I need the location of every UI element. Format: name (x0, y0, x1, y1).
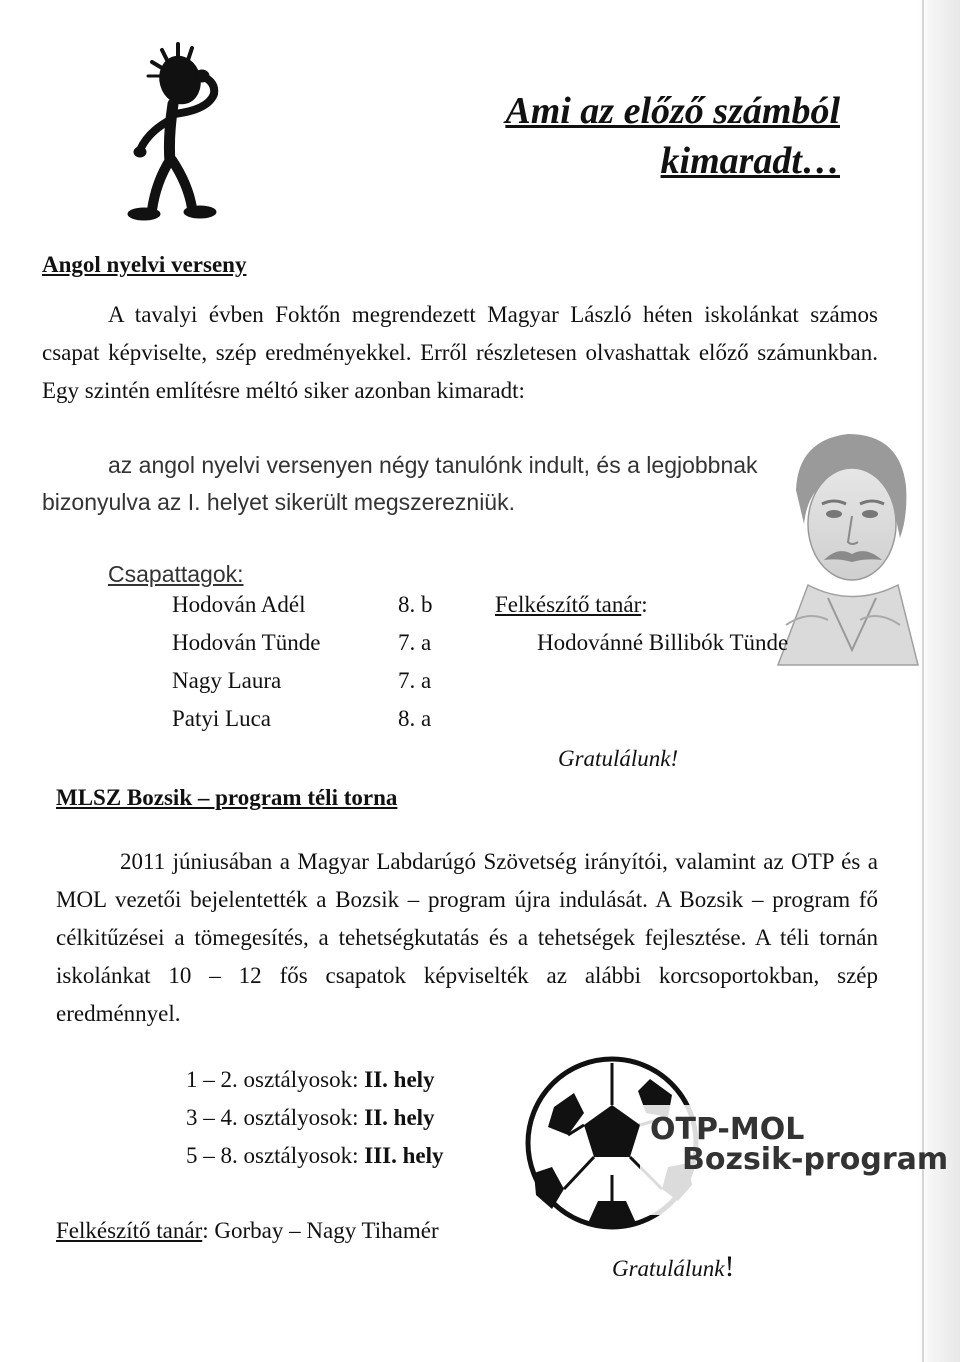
congrats-text-2 (612, 1250, 734, 1284)
bozsik-paragraph-text: 2011 júniusában a Magyar Labdarúgó Szövetség irányítói, valamint az OTP és a MOL vezetői bejelentették a Bozsik – program újra indulását. A Bozsik – program fő célkitűzései a tömegesítés, a tehetségkutatás és a tehetségek fejlesztése. A téli tornán iskolánkat 10 – 12 fős csapatok képviselték az alábbi korcsoportokban, szép eredménnyel. (56, 849, 878, 1026)
member-name: Hodován Tünde (172, 630, 321, 655)
logo-text-otp-mol: OTP-MOL (650, 1112, 805, 1147)
page-title (505, 86, 840, 186)
member-name: Patyi Luca (172, 706, 271, 731)
congrats-text-1: Gratulálunk! (558, 746, 679, 771)
thinking-figure-illustration (118, 42, 238, 224)
bozsik-teacher-label: Felkészítő tanár (56, 1218, 203, 1243)
title-line-2: kimaradt… (660, 140, 840, 182)
english-contest-intro: A tavalyi évben Foktőn megrendezett Magyar László héten iskolánkat számos csapat képviselte, szép eredményekkel. Erről részletesen olvashattak előző számunkban. Egy szintén említésre méltó siker azonban kimaradt: (42, 302, 878, 403)
teacher-colon: : (641, 592, 648, 617)
teacher-label-line (495, 592, 648, 618)
member-name: Hodován Adél (172, 592, 306, 617)
member-class: 8. b (398, 592, 433, 617)
logo-text-bozsik-program: Bozsik-program (682, 1142, 949, 1177)
member-class: 8. a (398, 706, 432, 731)
bozsik-teacher-line (56, 1218, 439, 1244)
portrait-sketch-illustration (768, 420, 918, 665)
english-contest-result-line-1: az angol nyelvi versenyen négy tanulónk indult, és a legjobbnak (108, 452, 758, 478)
otp-mol-bozsik-logo (522, 1055, 949, 1235)
result-group: 1 – 2. osztályosok: (186, 1067, 365, 1092)
teacher-label: Felkészítő tanár (495, 592, 642, 617)
result-group: 3 – 4. osztályosok: (186, 1105, 365, 1130)
result-place: III. hely (364, 1143, 444, 1168)
bozsik-teacher-name: : Gorbay – Nagy Tihamér (202, 1218, 439, 1243)
member-class: 7. a (398, 630, 432, 655)
congrats-text-2-main: Gratulálunk (612, 1256, 725, 1281)
result-row (186, 1067, 435, 1093)
member-class: 7. a (398, 668, 432, 693)
result-row (186, 1105, 435, 1131)
section-heading-english-contest: Angol nyelvi verseny (42, 252, 247, 277)
title-line-1: Ami az előző számból (505, 90, 840, 132)
result-place: II. hely (364, 1067, 435, 1092)
result-row (186, 1143, 444, 1169)
congrats-text-2-bang: ! (724, 1250, 735, 1283)
section-heading-bozsik-program: MLSZ Bozsik – program téli torna (56, 785, 398, 810)
result-place: II. hely (364, 1105, 435, 1130)
english-contest-paragraph (42, 296, 878, 410)
bozsik-paragraph (56, 843, 878, 1033)
teacher-name: Hodovánné Billibók Tünde (537, 630, 789, 655)
result-group: 5 – 8. osztályosok: (186, 1143, 365, 1168)
team-members-label: Csapattagok: (108, 561, 244, 587)
english-contest-result-line-2: bizonyulva az I. helyet sikerült megszerezniük. (42, 489, 515, 515)
member-name: Nagy Laura (172, 668, 282, 693)
